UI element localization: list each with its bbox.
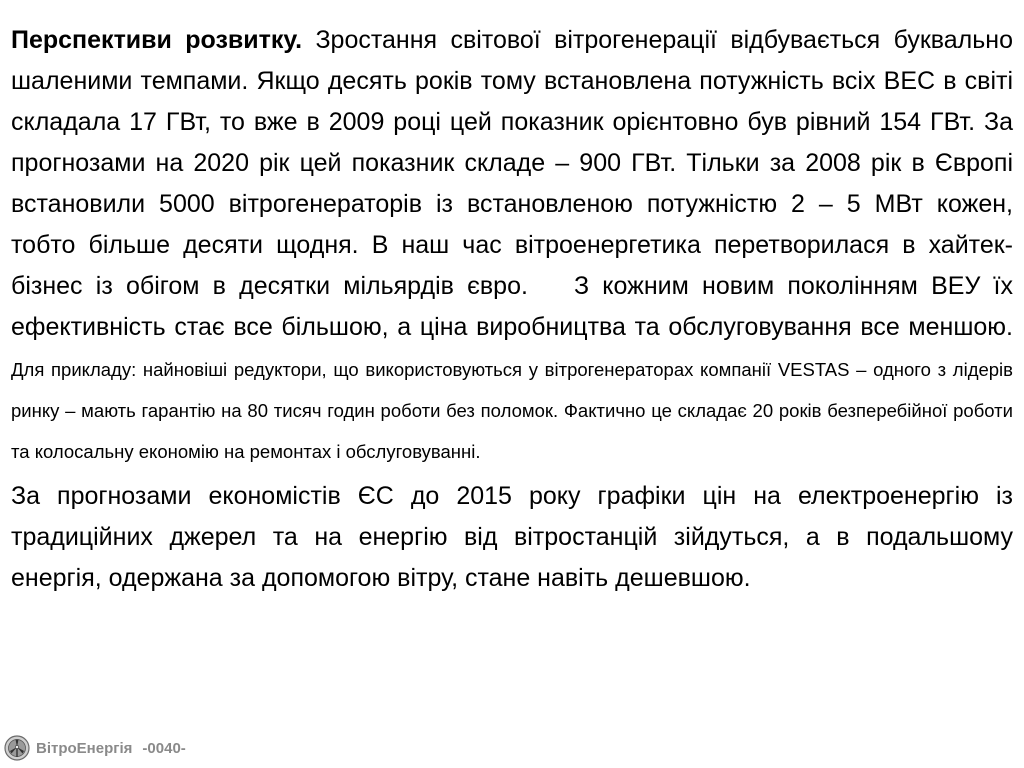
paragraph-body-text: Зростання світової вітрогенерації відбувається буквально шаленими темпами. Якщо десять років тому встановлена потужність всіх ВЕС в світі складала 17 ГВт, то вже в 2009 році цей показник орієнтовно був рівний 154 ГВт. За прогнозами на 2020 рік цей показник складе – 900 ГВт. Тільки за 2008 рік в Європі встановили 5000 вітрогенераторів із встановленою потужністю 2 – 5 МВт кожен, тобто більше десяти щодня. В наш час вітроенергетика перетворилася в хайтек-бізнес із обігом в десятки мільярдів євро. <box>11 26 1014 300</box>
footer <box>4 734 186 762</box>
footer-brand-label: ВітроЕнергія <box>36 739 133 757</box>
wind-turbine-emblem-icon <box>4 735 30 761</box>
paragraph-efficiency-text: З кожним новим поколінням ВЕУ їх ефективність стає все більшою, а ціна виробництва та обслуговування все меншою. <box>11 272 1013 341</box>
paragraph-forecast: За прогнозами економістів ЄС до 2015 року графіки цін на електроенергію із традиційних джерел та на енергію від вітростанцій зійдуться, а в подальшому енергія, одержана за допомогою вітру, стане навіть дешевшою. <box>11 482 1013 592</box>
paragraph-example-text: Для прикладу: найновіші редуктори, що використовуються у вітрогенераторах компанії VESTAS – одного з лідерів ринку – мають гарантію на 80 тисяч годин роботи без поломок. Фактично це складає 20 років безперебійної роботи та колосальну економію на ремонтах і обслуговуванні. <box>11 359 1013 462</box>
paragraph-heading: Перспективи розвитку. <box>11 26 303 54</box>
page-number: -0040- <box>142 739 186 757</box>
slide-content <box>11 20 1013 599</box>
paragraph-development-prospects <box>11 20 1013 471</box>
